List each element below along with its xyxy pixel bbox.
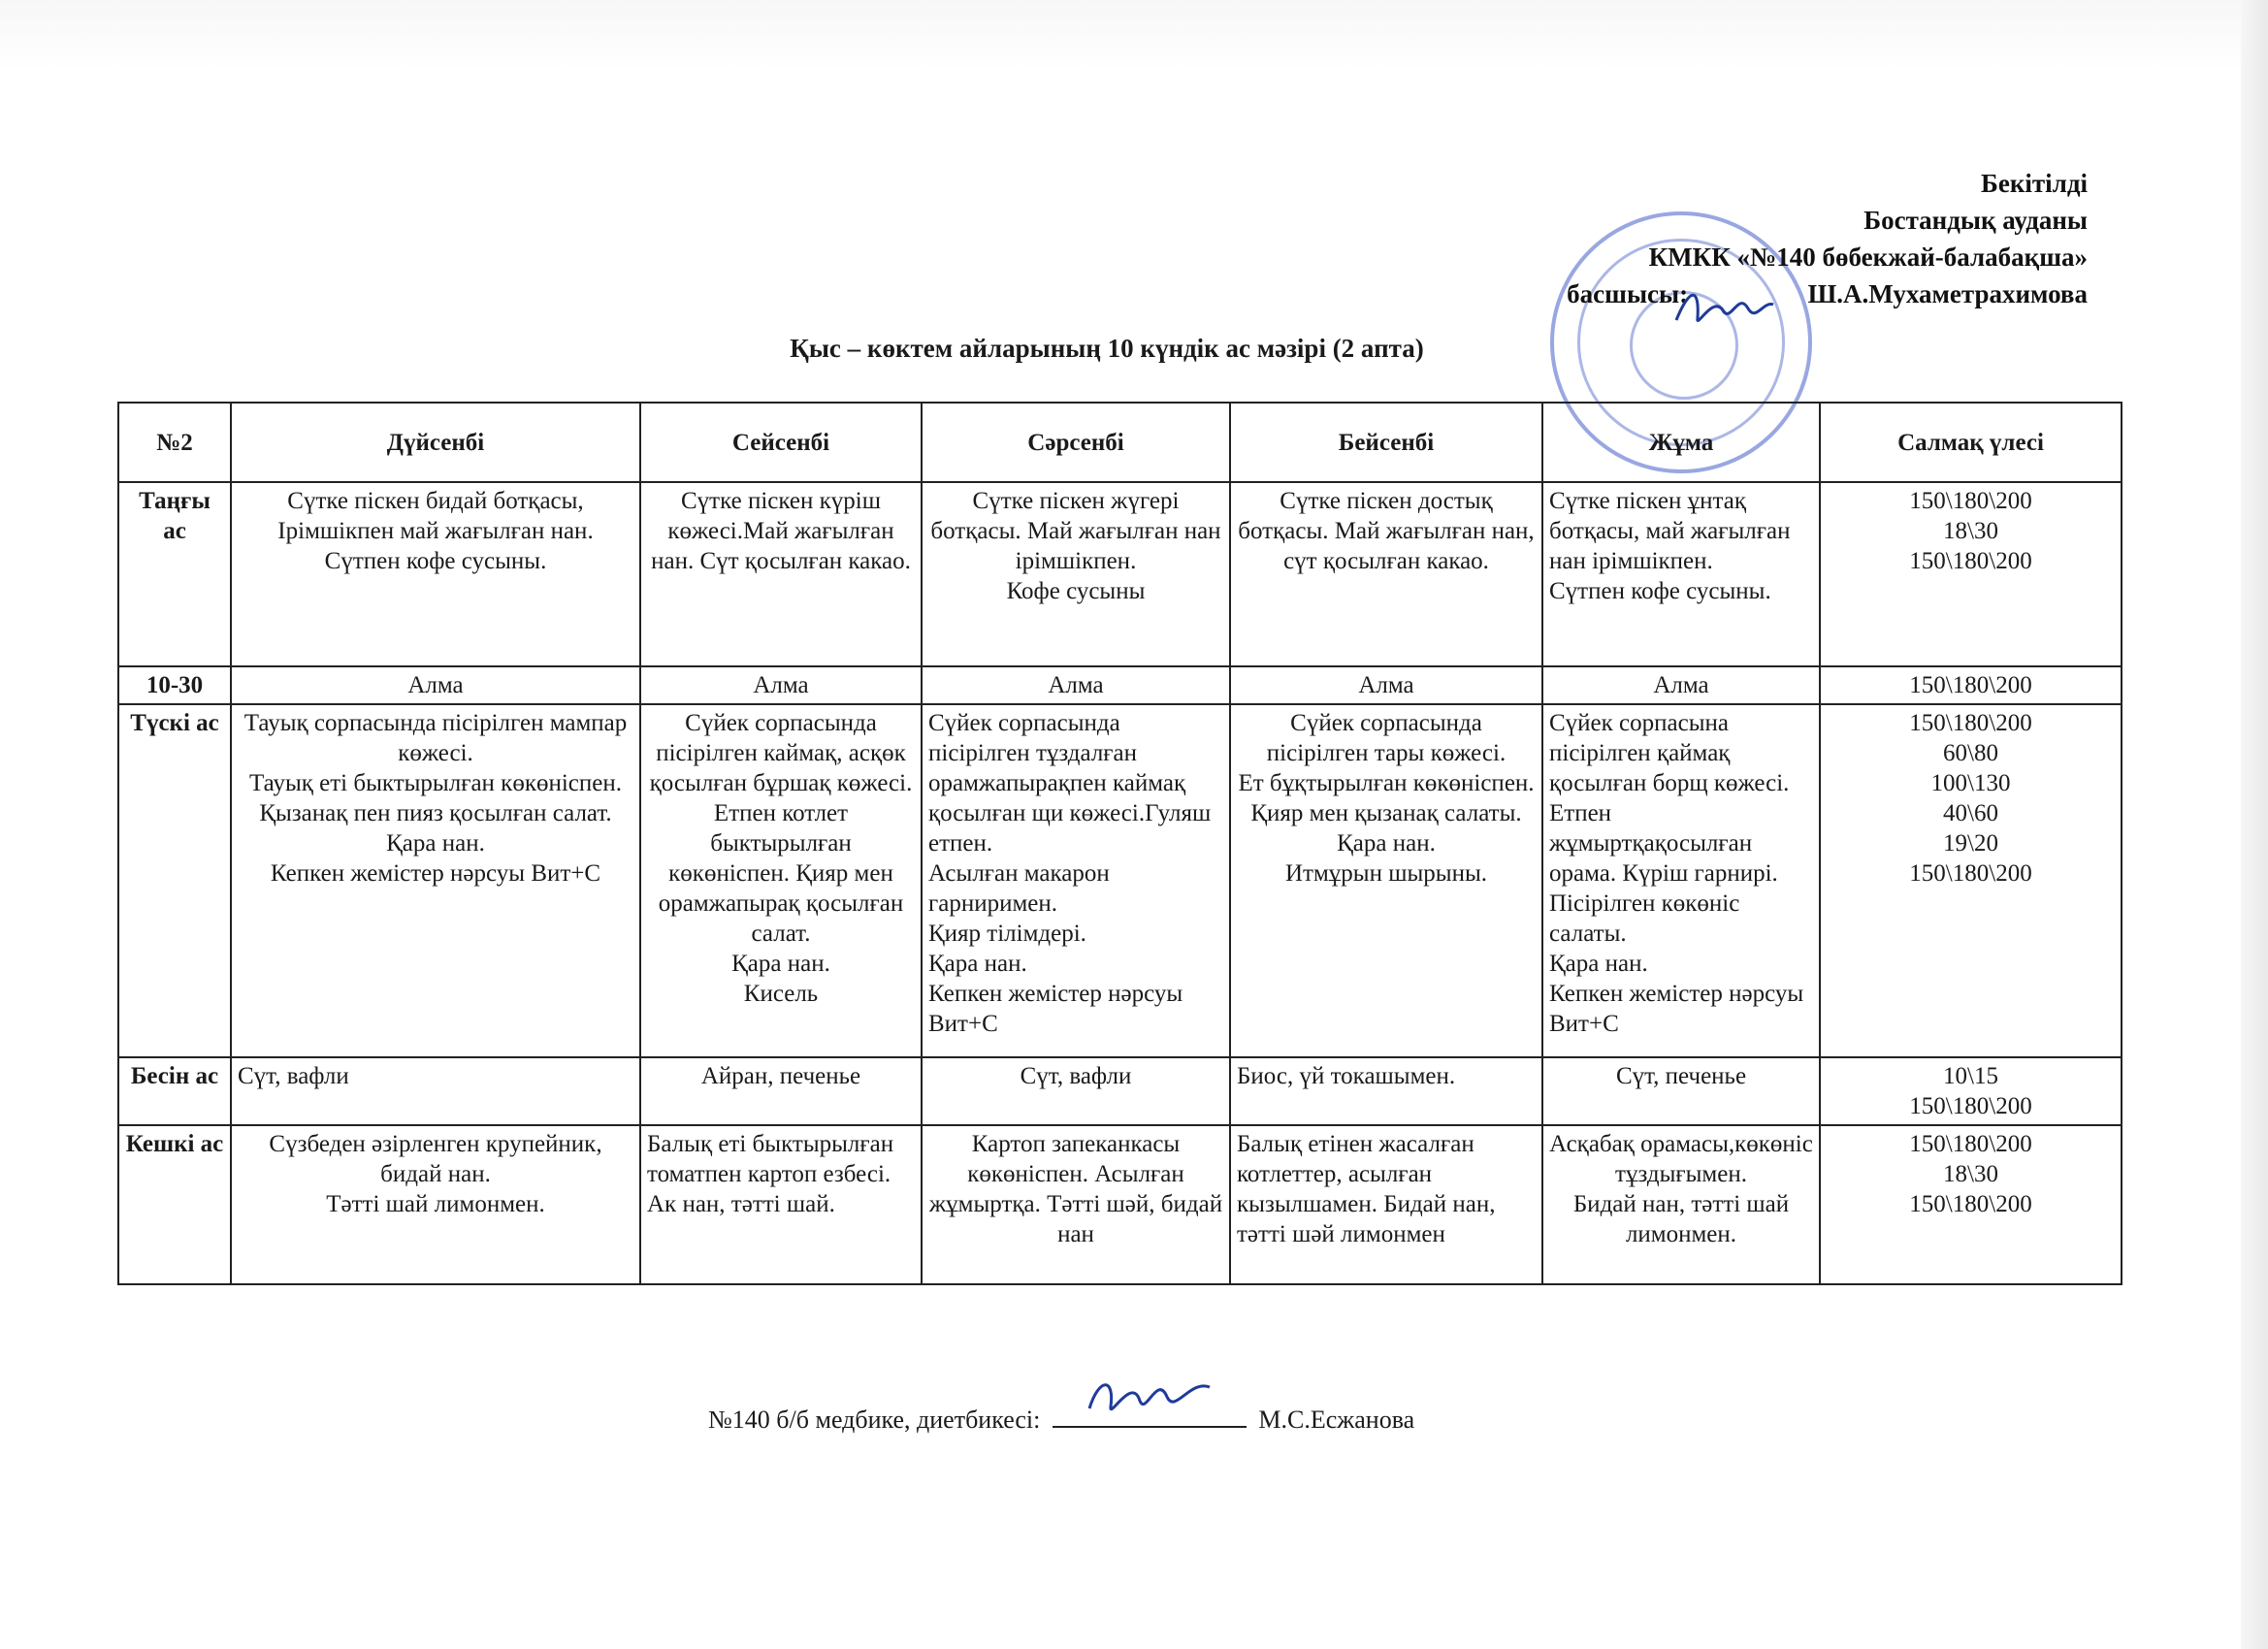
column-header-5: Жұма [1542, 403, 1820, 482]
menu-cell-line: Сүтке піскен ұнтақ ботқасы, май жағылған нан ірімшікпен. [1549, 488, 1791, 574]
menu-cell [640, 482, 922, 666]
weight-value: 150\180\200 [1909, 1093, 2032, 1119]
menu-cell-line: Қара нан. [386, 830, 485, 857]
menu-cell [922, 666, 1230, 704]
table-row [118, 704, 2122, 1057]
approval-block [1567, 165, 2088, 312]
weight-value: 40\60 [1943, 800, 1998, 826]
menu-cell-line: Асқабақ орамасы,көкөніс тұздығымен. [1549, 1131, 1813, 1187]
weight-value: 19\20 [1943, 830, 1998, 857]
menu-cell [640, 1057, 922, 1125]
menu-cell-line: Қызанақ пен пияз қосылған салат. [259, 800, 612, 826]
menu-cell-line: Сүйек сорпасында пісірілген тары көжесі. [1266, 710, 1507, 766]
menu-cell [1542, 1125, 1820, 1284]
table-row [118, 666, 2122, 704]
meal-label: Түскі ас [118, 704, 231, 1057]
menu-cell-line: Асылған макарон гарниримен. [928, 860, 1110, 917]
weight-cell [1820, 666, 2122, 704]
weight-cell [1820, 1125, 2122, 1284]
menu-cell [231, 1057, 640, 1125]
approval-approved: Бекітілді [1981, 169, 2088, 198]
menu-cell-line: Алма [753, 672, 809, 698]
weight-cell [1820, 704, 2122, 1057]
weight-value: 150\180\200 [1909, 1191, 2032, 1217]
approval-head-name: Ш.А.Мухаметрахимова [1807, 279, 2088, 308]
menu-cell [922, 704, 1230, 1057]
menu-cell-line: Ірімшікпен май жағылған нан. [277, 518, 594, 544]
weight-value: 18\30 [1943, 1161, 1998, 1187]
scan-shadow-edge [2241, 0, 2268, 1649]
table-row [118, 1125, 2122, 1284]
menu-cell [1230, 704, 1542, 1057]
menu-cell [640, 666, 922, 704]
footer-prefix: №140 б/б медбике, диетбикесі: [708, 1406, 1041, 1434]
menu-table [117, 402, 2122, 1285]
menu-cell-line: Сүтпен кофе сусыны. [1549, 578, 1771, 604]
menu-cell-line: Кофе сусыны [1006, 578, 1146, 604]
menu-cell-line: Кепкен жемістер нәрсуы Вит+С [270, 860, 601, 887]
menu-cell-line: Балық еті быктырылған томатпен картоп езбесі. Ак нан, тәтті шай. [647, 1131, 894, 1217]
menu-cell-line: Алма [1358, 672, 1414, 698]
approval-head [1567, 275, 2088, 312]
menu-cell-line: Сүтке піскен бидай ботқасы, [287, 488, 584, 514]
menu-cell-line: Кисель [743, 981, 819, 1007]
menu-cell-line: Қара нан. [928, 951, 1027, 977]
weight-value: 150\180\200 [1909, 710, 2032, 736]
menu-cell [231, 704, 640, 1057]
column-header-0: №2 [118, 403, 231, 482]
menu-cell-line: Алма [407, 672, 464, 698]
weight-cell [1820, 1057, 2122, 1125]
weight-value: 150\180\200 [1909, 548, 2032, 574]
menu-cell [922, 482, 1230, 666]
menu-cell-line: Кепкен жемістер нәрсуы Вит+С [1549, 981, 1804, 1037]
weight-value: 150\180\200 [1909, 1131, 2032, 1157]
menu-cell-line: Алма [1653, 672, 1709, 698]
menu-cell-line: Қара нан. [1549, 951, 1648, 977]
header-row [118, 403, 2122, 482]
approval-district: Бостандық ауданы [1863, 206, 2088, 235]
weight-value: 18\30 [1943, 518, 1998, 544]
menu-cell-line: Етпен котлет быктырылған көкөніспен. Қияр мен орамжапырақ қосылған салат. [658, 800, 904, 947]
menu-cell-line: Тауық еті быктырылған көкөніспен. [248, 770, 622, 796]
column-header-1: Дүйсенбі [231, 403, 640, 482]
menu-cell-line: Қияр тілімдері. [928, 921, 1086, 947]
menu-cell-line: Бидай нан, тәтті шай лимонмен. [1572, 1191, 1790, 1247]
menu-cell-line: Сүтке піскен жүгері ботқасы. Май жағылған нан ірімшікпен. [930, 488, 1221, 574]
menu-cell-line: Сүт, вафли [238, 1063, 349, 1089]
menu-cell [922, 1057, 1230, 1125]
meal-label: Таңғы ас [118, 482, 231, 666]
menu-cell-line: Сүйек сорпасында пісірілген тұздалған орамжапырақпен каймақ қосылған щи көжесі.Гуляш етпен. [928, 710, 1212, 857]
weight-value: 60\80 [1943, 740, 1998, 766]
column-header-3: Сәрсенбі [922, 403, 1230, 482]
menu-cell [231, 482, 640, 666]
menu-cell [1542, 704, 1820, 1057]
menu-cell-line: Итмұрын шырыны. [1285, 860, 1487, 887]
menu-cell-line: Тауық сорпасында пісірілген мампар көжесі. [243, 710, 628, 766]
menu-cell [1542, 482, 1820, 666]
menu-cell [1542, 666, 1820, 704]
menu-cell [231, 1125, 640, 1284]
column-header-2: Сейсенбі [640, 403, 922, 482]
menu-cell-line: Сүйек сорпасына пісірілген қаймақ қосылған борщ көжесі. Етпен жұмыртқақосылған орама. Күріш гарнирі. Пісірілген көкөніс салаты. [1549, 710, 1790, 947]
menu-cell-line: Картоп запеканкасы көкөніспен. Асылған жұмыртқа. Тәтті шәй, бидай нан [928, 1131, 1223, 1247]
table-row [118, 482, 2122, 666]
meal-label: Кешкі ас [118, 1125, 231, 1284]
scan-shadow-top [0, 0, 2268, 70]
weight-cell [1820, 482, 2122, 666]
menu-cell-line: Биос, үй токашымен. [1237, 1063, 1456, 1089]
menu-cell [1542, 1057, 1820, 1125]
menu-cell [640, 1125, 922, 1284]
meal-label: 10-30 [118, 666, 231, 704]
meal-label: Бесін ас [118, 1057, 231, 1125]
menu-cell-line: Сүзбеден әзірленген крупейник, бидай нан. [269, 1131, 602, 1187]
approval-head-prefix: басшысы: [1567, 279, 1689, 308]
document-title: Қыс – көктем айларының 10 күндік ас мәзірі (2 апта) [790, 334, 1424, 363]
menu-cell-line: Айран, печенье [700, 1063, 861, 1089]
menu-cell-line: Сүйек сорпасында пісірілген каймақ, асқөк қосылған бұршақ көжесі. [649, 710, 913, 796]
menu-cell-line: Балық етінен жасалған котлеттер, асылған кызылшамен. Бидай нан, тәтті шәй лимонмен [1237, 1131, 1496, 1247]
menu-cell-line: Ет бұқтырылған көкөніспен. Қияр мен қызанақ салаты. Қара нан. [1238, 770, 1535, 857]
column-header-6: Салмақ үлесі [1820, 403, 2122, 482]
menu-cell-line: Сүтке піскен достық ботқасы. Май жағылған нан, сүт қосылған какао. [1238, 488, 1535, 574]
menu-cell-line: Сүт, печенье [1615, 1063, 1747, 1089]
menu-cell [231, 666, 640, 704]
table-row [118, 1057, 2122, 1125]
menu-cell-line: Сүтке піскен күріш көжесі.Май жағылған нан. Сүт қосылған какао. [651, 488, 911, 574]
menu-cell-line: Сүтпен кофе сусыны. [324, 548, 547, 574]
menu-cell [1230, 1125, 1542, 1284]
menu-cell-line: Тәтті шай лимонмен. [326, 1191, 545, 1217]
menu-cell-line: Қара нан. [731, 951, 830, 977]
menu-cell-line: Кепкен жемістер нәрсуы Вит+С [928, 981, 1183, 1037]
menu-cell-line: Алма [1048, 672, 1104, 698]
menu-cell-line: Сүт, вафли [1020, 1063, 1132, 1089]
weight-value: 150\180\200 [1909, 860, 2032, 887]
footer-signature-line [708, 1401, 1414, 1435]
weight-value: 150\180\200 [1909, 672, 2032, 698]
weight-value: 150\180\200 [1909, 488, 2032, 514]
menu-cell [1230, 1057, 1542, 1125]
menu-cell [640, 704, 922, 1057]
weight-value: 100\130 [1930, 770, 2011, 796]
menu-cell [922, 1125, 1230, 1284]
column-header-4: Бейсенбі [1230, 403, 1542, 482]
nurse-signature [1082, 1368, 1217, 1426]
footer-name: М.С.Есжанова [1258, 1406, 1415, 1434]
approval-org: КМКК «№140 бөбекжай-балабақша» [1648, 242, 2088, 272]
menu-cell [1230, 666, 1542, 704]
menu-cell [1230, 482, 1542, 666]
head-signature [1670, 281, 1777, 336]
weight-value: 10\15 [1943, 1063, 1998, 1089]
signature-blank [1053, 1401, 1247, 1428]
